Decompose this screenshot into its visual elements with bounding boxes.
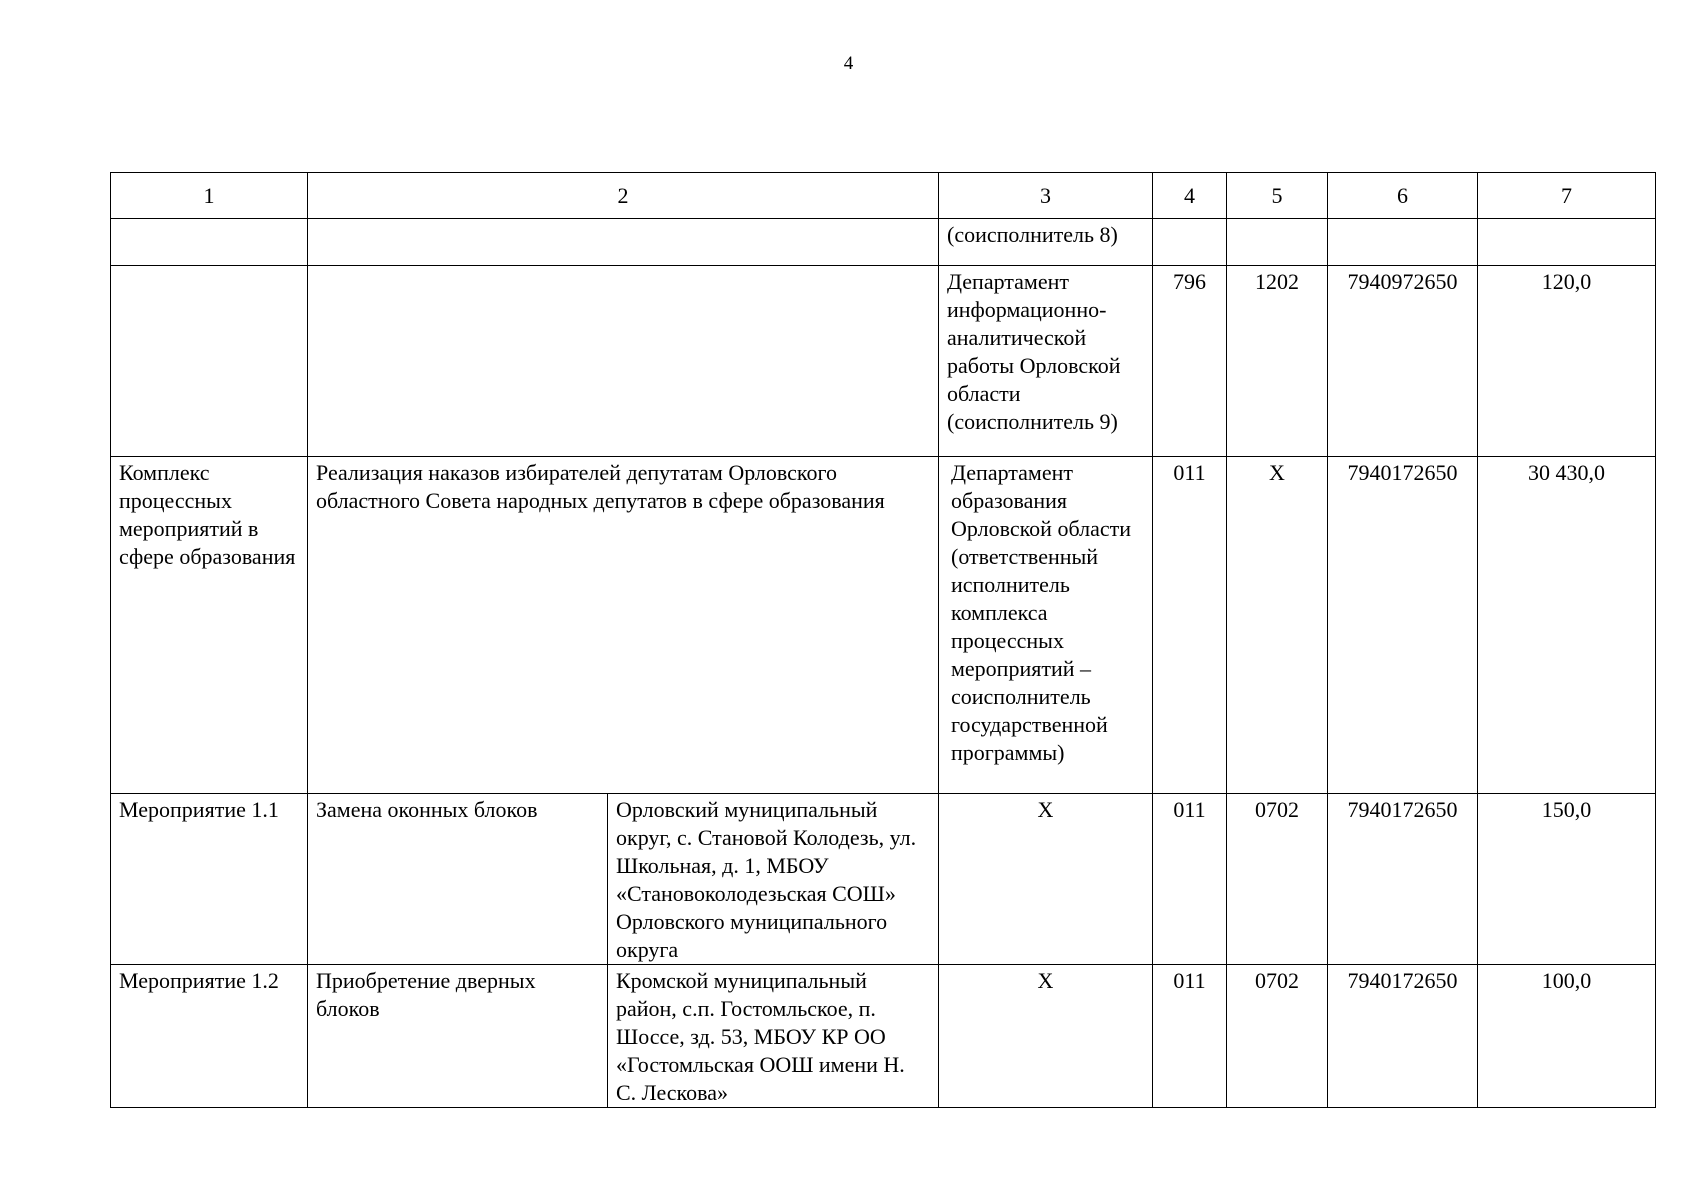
program-description-cell: Реализация наказов избирателей депутатам Орловского областного Совета народных депутатов в сфере образования <box>308 457 939 794</box>
header-cell: 1 <box>111 173 308 219</box>
section-code-cell: 0702 <box>1227 794 1328 965</box>
budget-table <box>110 172 1656 1108</box>
table-row <box>111 266 1656 457</box>
header-cell: 3 <box>939 173 1153 219</box>
header-cell: 6 <box>1328 173 1478 219</box>
header-cell: 7 <box>1478 173 1656 219</box>
measure-name-cell: Мероприятие 1.1 <box>111 794 308 965</box>
grbs-code-cell: 011 <box>1153 965 1227 1108</box>
target-article-cell: 7940972650 <box>1328 266 1478 457</box>
table-cell <box>308 266 939 457</box>
amount-cell: 30 430,0 <box>1478 457 1656 794</box>
table-cell <box>111 266 308 457</box>
program-name-cell: Комплекс процессных мероприятий в сфере образования <box>111 457 308 794</box>
section-code-cell: 1202 <box>1227 266 1328 457</box>
measure-name-cell: Мероприятие 1.2 <box>111 965 308 1108</box>
executor-cell: X <box>939 965 1153 1108</box>
grbs-code-cell: 011 <box>1153 457 1227 794</box>
amount-cell: 120,0 <box>1478 266 1656 457</box>
table-row <box>111 965 1656 1108</box>
executor-cell: Департамент информационно-аналитической работы Орловской области (соисполнитель 9) <box>939 266 1153 457</box>
measure-address-cell: Кромской муниципальный район, с.п. Гостомльское, п. Шоссе, зд. 53, МБОУ КР ОО «Гостомльская ООШ имени Н. С. Лескова» <box>608 965 939 1108</box>
measure-address-cell: Орловский муниципальный округ, с. Становой Колодезь, ул. Школьная, д. 1, МБОУ «Становоколодезьская СОШ» Орловского муниципального округа <box>608 794 939 965</box>
amount-cell: 150,0 <box>1478 794 1656 965</box>
table-row <box>111 457 1656 794</box>
amount-cell: 100,0 <box>1478 965 1656 1108</box>
table-cell <box>1328 219 1478 266</box>
header-cell: 2 <box>308 173 939 219</box>
table-cell <box>111 219 308 266</box>
table-cell <box>1478 219 1656 266</box>
measure-description-cell: Замена оконных блоков <box>308 794 608 965</box>
target-article-cell: 7940172650 <box>1328 794 1478 965</box>
table-row <box>111 794 1656 965</box>
grbs-code-cell: 011 <box>1153 794 1227 965</box>
table-row <box>111 219 1656 266</box>
table-cell <box>1153 219 1227 266</box>
executor-cell: X <box>939 794 1153 965</box>
executor-cell: Департамент образования Орловской области (ответственный исполнитель комплекса процессных мероприятий – соисполнитель государственной программы) <box>939 457 1153 794</box>
grbs-code-cell: 796 <box>1153 266 1227 457</box>
header-cell: 4 <box>1153 173 1227 219</box>
header-cell: 5 <box>1227 173 1328 219</box>
target-article-cell: 7940172650 <box>1328 457 1478 794</box>
table-header-row <box>111 173 1656 219</box>
page-number: 4 <box>843 53 854 74</box>
executor-cell: (соисполнитель 8) <box>939 219 1153 266</box>
table-cell <box>1227 219 1328 266</box>
target-article-cell: 7940172650 <box>1328 965 1478 1108</box>
table-cell <box>308 219 939 266</box>
section-code-cell: X <box>1227 457 1328 794</box>
measure-description-cell: Приобретение дверных блоков <box>308 965 608 1108</box>
section-code-cell: 0702 <box>1227 965 1328 1108</box>
